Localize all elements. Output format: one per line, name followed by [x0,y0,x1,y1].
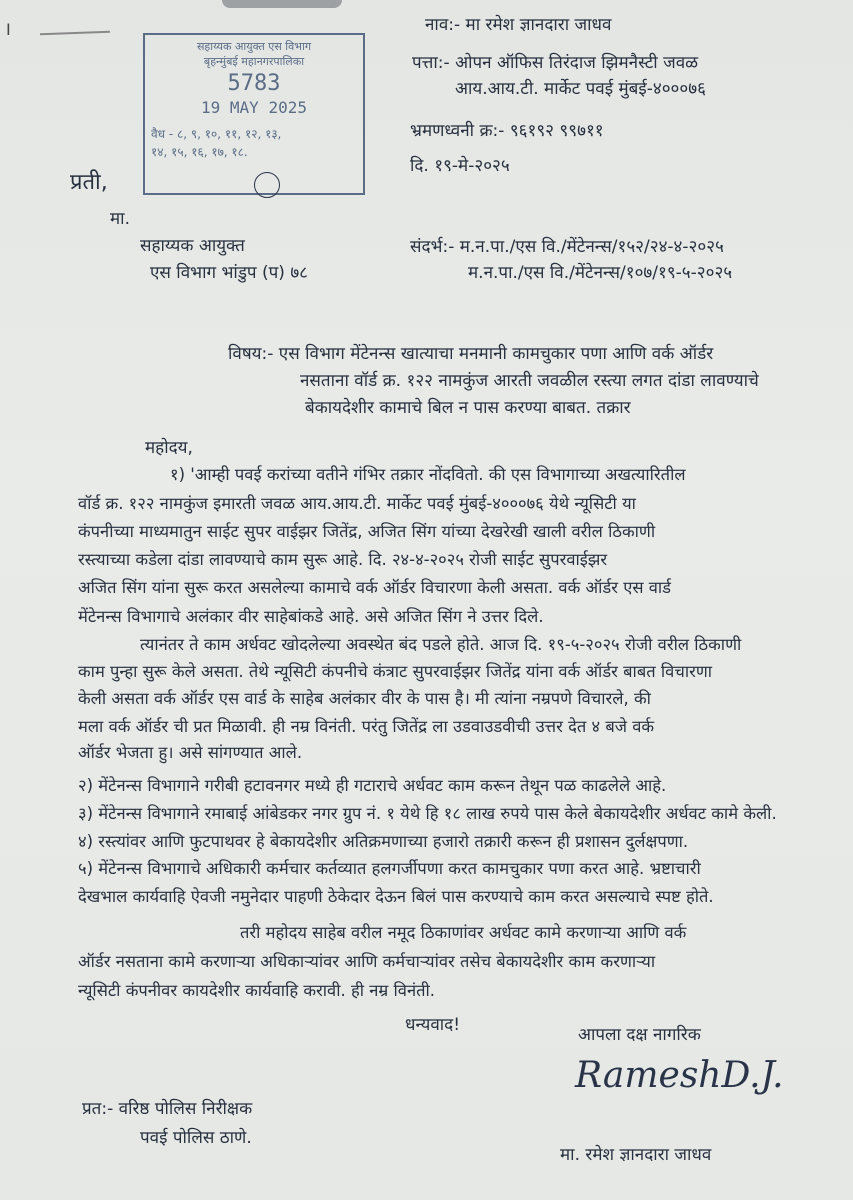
stamp-date: 19 MAY 2025 [201,98,307,117]
handwritten-signature: RameshD.J. [575,1055,784,1096]
body-line: अजित सिंग यांना सुरू करत असलेल्या कामाचे वर्क ऑर्डर विचारणा केली असता. वर्क ऑर्डर एस वार्ड [78,578,672,597]
thanks: धन्यवाद! [405,1015,461,1035]
body-line: कंपनीच्या माध्यमातुन साईट सुपर वाईझर जितेंद्र, अजित सिंग यांच्या देखरेखी खाली वरील ठिकाणी [78,522,656,541]
closing: आपला दक्ष नागरिक [578,1025,701,1045]
paper-edge-line [40,31,110,35]
signer-name: मा. रमेश ज्ञानदारा जाधव [560,1145,712,1165]
body-line: तरी महोदय साहेब वरील नमूद ठिकाणांवर अर्धवट कामे करणाऱ्या आणि वर्क [240,923,687,942]
binder-clip [222,0,342,8]
body-line: ४) रस्त्यांवर आणि फुटपाथवर हे बेकायदेशीर अतिक्रमणाच्या हजारो तक्रारी करून ही प्रशासन दुर्लक्षपणा. [78,832,689,851]
addressee-honorific: मा. [110,209,130,229]
sender-name: नाव:- मा रमेश ज्ञानदारा जाधव [425,15,612,35]
body-line: मला वर्क ऑर्डर ची प्रत मिळावी. ही नम्र विनंती. परंतु जितेंद्र ला उडवाउडवीची उत्तर देत ४ बजे वर्क [78,717,655,736]
receipt-stamp [143,33,365,195]
stamp-wards-1: वैध - ८, ९, १०, ११, १२, १३, [151,127,282,141]
copy-to-line-1: प्रत:- वरिष्ठ पोलिस निरीक्षक [82,1099,253,1119]
body-line: २) मेंटेनन्स विभागाने गरीबी हटावनगर मध्ये ही गटाराचे अर्धवट काम करून तेथून पळ काढलेले आहे. [78,776,667,795]
body-line: ऑर्डर भेजता हु। असे सांगण्यात आले. [78,743,303,762]
subject-line-2: नसताना वॉर्ड क्र. १२२ नामकुंज आरती जवळील रस्त्या लगत दांडा लावण्याचे [300,371,759,391]
addressee-line-2: एस विभाग भांडुप (प) ७८ [150,263,308,283]
body-line: त्यानंतर ते काम अर्धवट खोदलेल्या अवस्थेत बंद पडले होते. आज दि. १९-५-२०२५ रोजी वरील ठिकाणी [140,635,742,654]
subject-line-1: विषय:- एस विभाग मेंटेनन्स खात्याचा मनमानी कामचुकार पणा आणि वर्क ऑर्डर [228,344,714,364]
body-line: मेंटेनन्स विभागाचे अलंकार वीर साहेबांकडे आहे. असे अजित सिंग ने उत्तर दिले. [78,607,544,626]
stamp-wards-2: १४, १५, १६, १७, १८. [151,145,248,159]
body-line: न्यूसिटी कंपनीवर कायदेशीर कार्यवाहि करावी. ही नम्र विनंती. [78,981,436,1000]
sender-address-1: पत्ता:- ओपन ऑफिस तिरंदाज झिमनैस्टी जवळ [412,53,699,73]
body-line: वॉर्ड क्र. १२२ नामकुंज इमारती जवळ आय.आय.टी. मार्केट पवई मुंबई-४०००७६ येथे न्यूसिटी या [78,494,636,513]
ward-circle-mark [254,172,280,198]
stamp-office: सहाय्यक आयुक्त एस विभाग [196,40,312,53]
addressee-line-1: सहाय्यक आयुक्त [140,236,245,256]
stamp-number: 5783 [227,71,281,96]
sender-address-2: आय.आय.टी. मार्केट पवई मुंबई-४०००७६ [455,79,706,99]
stamp-corporation: बृहन्मुंबई महानगरपालिका [203,55,305,68]
body-line: रस्त्याच्या कडेला दांडा लावण्याचे काम सुरू आहे. दि. २४-४-२०२५ रोजी साईट सुपरवाईझर [78,550,608,569]
body-line: ५) मेंटेनन्स विभागाचे अधिकारी कर्मचार कर्तव्यात हलगर्जीपणा करत कामचुकार पणा करत आहे. भ्रष्टाचारी [78,859,701,878]
addressee-prati: प्रती, [70,170,108,195]
body-line: काम पुन्हा सुरू केले असता. तेथे न्यूसिटी कंपनीचे कंत्राट सुपरवाईझर जितेंद्र यांना वर्क ऑर्डर बाबत विचारणा [78,662,713,681]
body-line: ऑर्डर नसताना कामे करणाऱ्या अधिकाऱ्यांवर आणि कर्मचाऱ्यांवर तसेच बेकायदेशीर काम करणाऱ्या [78,952,656,971]
body-line: केली असता वर्क ऑर्डर एस वार्ड के साहेब अलंकार वीर के पास है। मी त्यांना नम्रपणे विचारले, की [78,689,651,708]
reference-line-1: संदर्भ:- म.न.पा./एस वि./मेंटेनन्स/१५२/२४-४-२०२५ [410,237,724,257]
body-line: ३) मेंटेनन्स विभागाने रमाबाई आंबेडकर नगर ग्रुप नं. १ येथे हि १८ लाख रुपये पास केले बेकायदेशीर अर्धवट कामे केली. [78,804,777,823]
sender-date: दि. १९-मे-२०२५ [410,156,510,176]
body-line: १) 'आम्ही पवई करांच्या वतीने गंभिर तक्रार नोंदवितो. की एस विभागाच्या अखत्यारितील [170,465,686,484]
salutation: महोदय, [145,438,193,458]
sender-phone: भ्रमणध्वनी क्र:- ९६१९२ ९९७११ [410,121,604,141]
subject-line-3: बेकायदेशीर कामाचे बिल न पास करण्या बाबत. तक्रार [305,398,631,418]
copy-to-line-2: पवई पोलिस ठाणे. [140,1128,252,1148]
corner-mark: I [6,20,11,39]
reference-line-2: म.न.पा./एस वि./मेंटेनन्स/१०७/१९-५-२०२५ [468,263,733,283]
body-line: देखभाल कार्यवाहि ऐवजी नमुनेदार पाहणी ठेकेदार देऊन बिलं पास करण्याचे काम करत असल्याचे स्पष्ट होते. [78,887,714,906]
